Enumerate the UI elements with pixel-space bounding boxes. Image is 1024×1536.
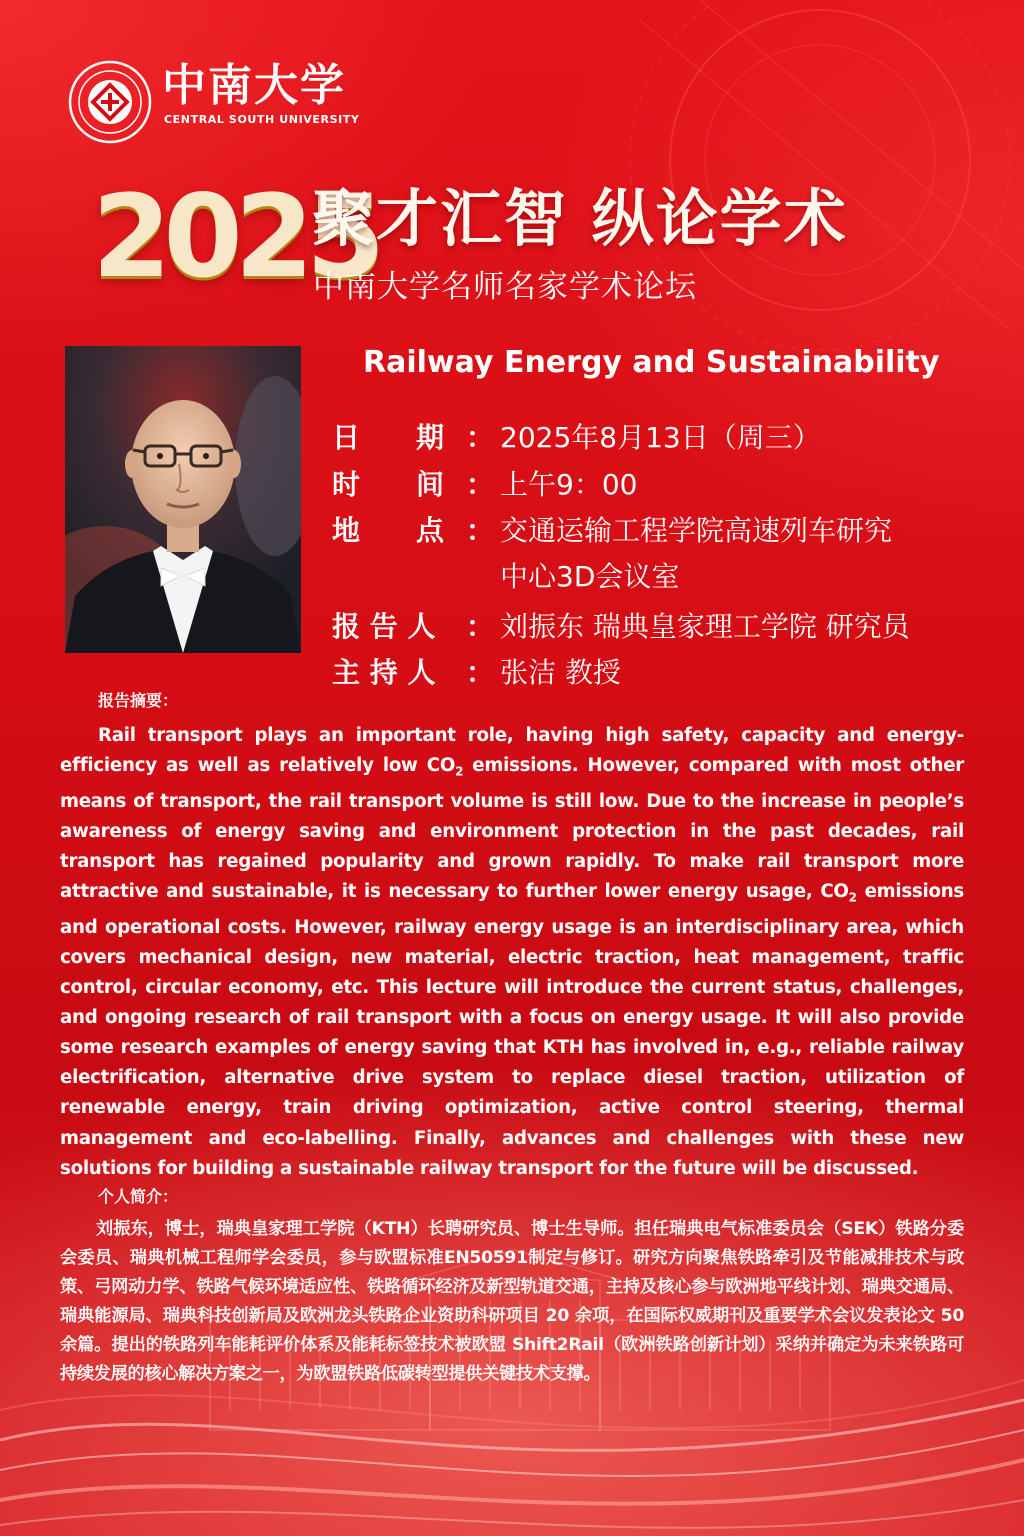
event-year: 2025 — [92, 170, 378, 303]
speaker-value: 刘振东 瑞典皇家理工学院 研究员 — [500, 610, 910, 643]
event-slogan: 聚才汇智 纵论学术 — [312, 182, 848, 255]
colon: ： — [466, 421, 495, 454]
colon: ： — [466, 610, 495, 643]
date-label: 日 期 — [332, 421, 445, 454]
location-value-line2: 中心3D会议室 — [500, 560, 680, 593]
time-label: 时 间 — [332, 468, 445, 501]
date-value: 2025年8月13日（周三） — [500, 421, 821, 454]
bio-heading: 个人简介： — [98, 1187, 179, 1206]
abstract-heading: 报告摘要： — [98, 691, 179, 710]
location-value-line1: 交通运输工程学院高速列车研究 — [500, 514, 893, 547]
bio-text: 刘振东，博士，瑞典皇家理工学院（KTH）长聘研究员、博士生导师。担任瑞典电气标准委员会（SEK）铁路分委会委员、瑞典机械工程师学会委员，参与欧盟标准EN50591制定与修订。研究方向聚焦铁路牵引及节能减排技术与政策、弓网动力学、铁路气候环境适应性、铁路循环经济及新型轨道交通，主持及核心参与欧洲地平线计划、瑞典交通局、瑞典能源局、瑞典科技创新局及欧洲龙头铁路企业资助科研项目 20 余项，在国际权威期刊及重要学术会议发表论文 50 余篇。提出的铁路列车能耗评价体系及能耗标签技术被欧盟 Shift2Rail（欧洲铁路创新计划）采纳并确定为未来铁路可持续发展的核心解决方案之一，为欧盟铁路低碳转型提供关键技术支撑。 — [60, 1219, 964, 1384]
university-name-en: CENTRAL SOUTH UNIVERSITY — [164, 113, 360, 126]
subscript: 2 — [455, 764, 464, 779]
subscript: 2 — [848, 890, 857, 905]
speaker-label: 报 告 人 — [332, 610, 436, 643]
time-value: 上午9：00 — [500, 468, 638, 501]
university-seal-logo — [68, 60, 152, 144]
colon: ： — [466, 514, 495, 547]
abstract-part: emissions. However, compared with most other means of transport, the rail transport volume is still low. Due to the increase in people’s awareness of energy saving and environment protection in the past decades, rail transport has regained popularity and grown rapidly. To make rail transport more attractive and sustainable, it is necessary to further lower energy usage, CO — [60, 755, 964, 903]
abstract-text — [60, 721, 964, 1184]
host-value: 张洁 教授 — [500, 656, 621, 689]
abstract-part: emissions and operational costs. However, railway energy usage is an interdisciplinary area, which covers mechanical design, new material, electric traction, heat management, traffic control, circular economy, etc. This lecture will introduce the current status, challenges, and ongoing research of rail transport with a focus on energy usage. It will also provide some research examples of energy saving that KTH has involved in, e.g., reliable railway electrification, alternative drive system to replace diesel traction, utilization of renewable energy, train driving optimization, active control steering, thermal management and eco-labelling. Finally, advances and challenges with these new solutions for building a sustainable railway transport for the future will be discussed. — [60, 881, 964, 1179]
abstract-part: Rail transport plays an important role, having high safety, capacity and energy-efficiency as well as relatively low CO — [60, 725, 964, 777]
speaker-photo — [65, 346, 301, 653]
colon: ： — [466, 656, 495, 689]
colon: ： — [466, 468, 495, 501]
talk-title: Railway Energy and Sustainability — [363, 345, 940, 380]
forum-name: 中南大学名师名家学术论坛 — [313, 269, 697, 305]
university-name-cn: 中南大学 — [162, 60, 346, 111]
location-label: 地 点 — [332, 514, 445, 547]
host-label: 主 持 人 — [332, 656, 436, 689]
